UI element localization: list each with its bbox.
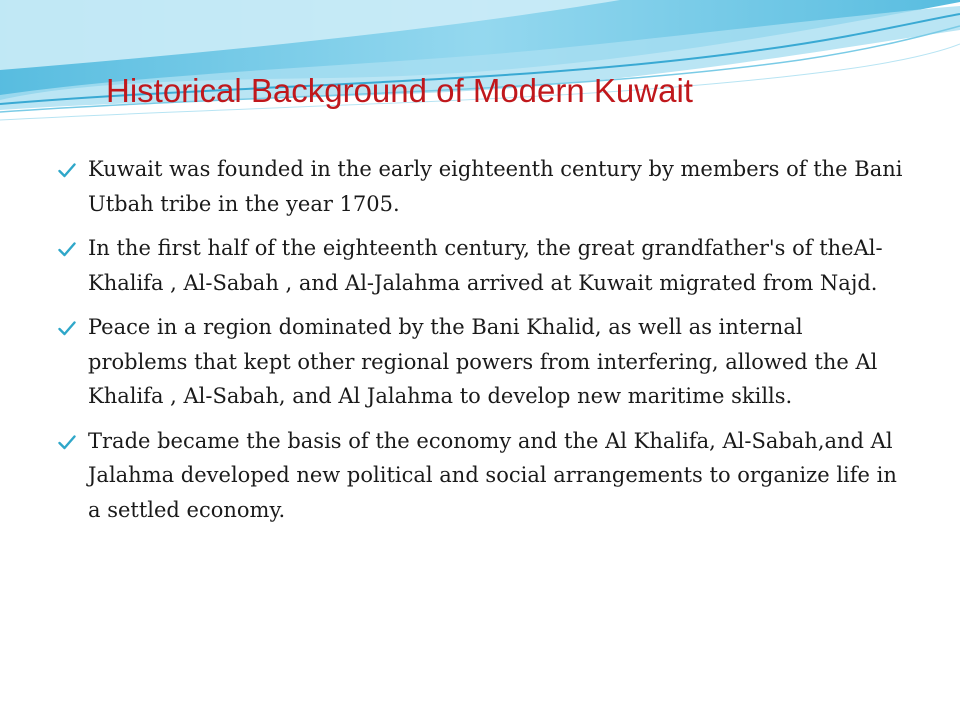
bullet-item: [58, 231, 908, 300]
bullet-text: Trade became the basis of the economy and the Al Khalifa, Al-Sabah,and Al Jalahma developed new political and social arrangements to organize life in a settled economy.: [88, 428, 897, 522]
check-mark-icon: [58, 163, 76, 178]
header-wave-decoration: [0, 0, 960, 140]
bullet-item: [58, 152, 908, 221]
bullet-text: Peace in a region dominated by the Bani Khalid, as well as internal problems that kept other regional powers from interfering, allowed the Al Khalifa , Al-Sabah, and Al Jalahma to develop new maritime skills.: [88, 315, 878, 408]
bullet-text: Kuwait was founded in the early eighteenth century by members of the Bani Utbah tribe in the year 1705.: [88, 157, 903, 216]
bullet-item: [58, 310, 908, 414]
check-mark-icon: [58, 242, 76, 257]
check-mark-icon: [58, 435, 76, 450]
bullet-list: [58, 152, 908, 537]
slide-title: Historical Background of Modern Kuwait: [106, 72, 693, 109]
check-mark-icon: [58, 321, 76, 336]
bullet-item: [58, 424, 908, 528]
bullet-text: In the first half of the eighteenth century, the great grandfather's of theAl-Khalifa , Al-Sabah , and Al-Jalahma arrived at Kuwait migrated from Najd.: [88, 236, 883, 295]
